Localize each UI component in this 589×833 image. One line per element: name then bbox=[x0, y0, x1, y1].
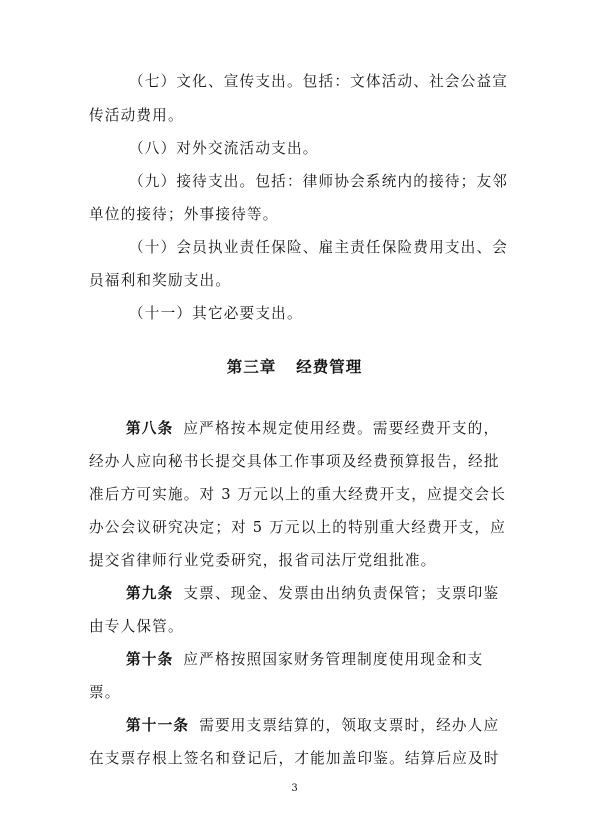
article-text: 应严格按本规定使用经费。需要经费开支的， bbox=[183, 420, 500, 437]
article-10-first-line bbox=[126, 650, 483, 670]
article-text: 支票、现金、发票由出纳负责保管；支票印鉴 bbox=[183, 585, 500, 602]
article-heading: 第十一条 bbox=[126, 717, 190, 734]
text-line: 单位的接待；外事接待等。 bbox=[89, 206, 279, 223]
text-line: 由专人保管。 bbox=[89, 618, 184, 635]
article-heading: 第九条 bbox=[126, 585, 174, 602]
chapter-number: 第三章 bbox=[226, 358, 277, 376]
article-heading: 第八条 bbox=[126, 420, 174, 437]
text-line: 办公会议研究决定；对 5 万元以上的特别重大经费开支，应 bbox=[89, 519, 507, 536]
article-11-first-line bbox=[126, 716, 499, 736]
chapter-heading bbox=[0, 357, 589, 377]
article-heading: 第十条 bbox=[126, 651, 174, 668]
text-line: （九）接待支出。包括：律师协会系统内的接待；友邻 bbox=[129, 173, 509, 190]
chapter-title: 经费管理 bbox=[296, 358, 363, 376]
article-8-first-line bbox=[126, 419, 499, 439]
text-line: （十）会员执业责任保险、雇主责任保险费用支出、会 bbox=[129, 239, 509, 256]
page-number: 3 bbox=[291, 783, 298, 794]
text-line: 准后方可实施。对 3 万元以上的重大经费开支，应提交会长 bbox=[89, 486, 507, 503]
text-line: 员福利和奖励支出。 bbox=[89, 272, 232, 289]
text-line: 票。 bbox=[89, 684, 121, 701]
text-line: （八）对外交流活动支出。 bbox=[129, 140, 319, 157]
text-line: （十一）其它必要支出。 bbox=[129, 305, 303, 322]
text-line: 提交省律师行业党委研究，报省司法厅党组批准。 bbox=[89, 552, 437, 569]
text-line: 经办人应向秘书长提交具体工作事项及经费预算报告，经批 bbox=[89, 453, 500, 470]
article-text: 需要用支票结算的，领取支票时，经办人应 bbox=[199, 717, 500, 734]
text-line: 传活动费用。 bbox=[89, 107, 184, 124]
text-line: 在支票存根上签名和登记后，才能加盖印鉴。结算后应及时 bbox=[89, 750, 500, 767]
text-line: （七）文化、宣传支出。包括：文体活动、社会公益宣 bbox=[129, 73, 509, 90]
article-9-first-line bbox=[126, 584, 499, 604]
article-text: 应严格按照国家财务管理制度使用现金和支 bbox=[183, 651, 484, 668]
